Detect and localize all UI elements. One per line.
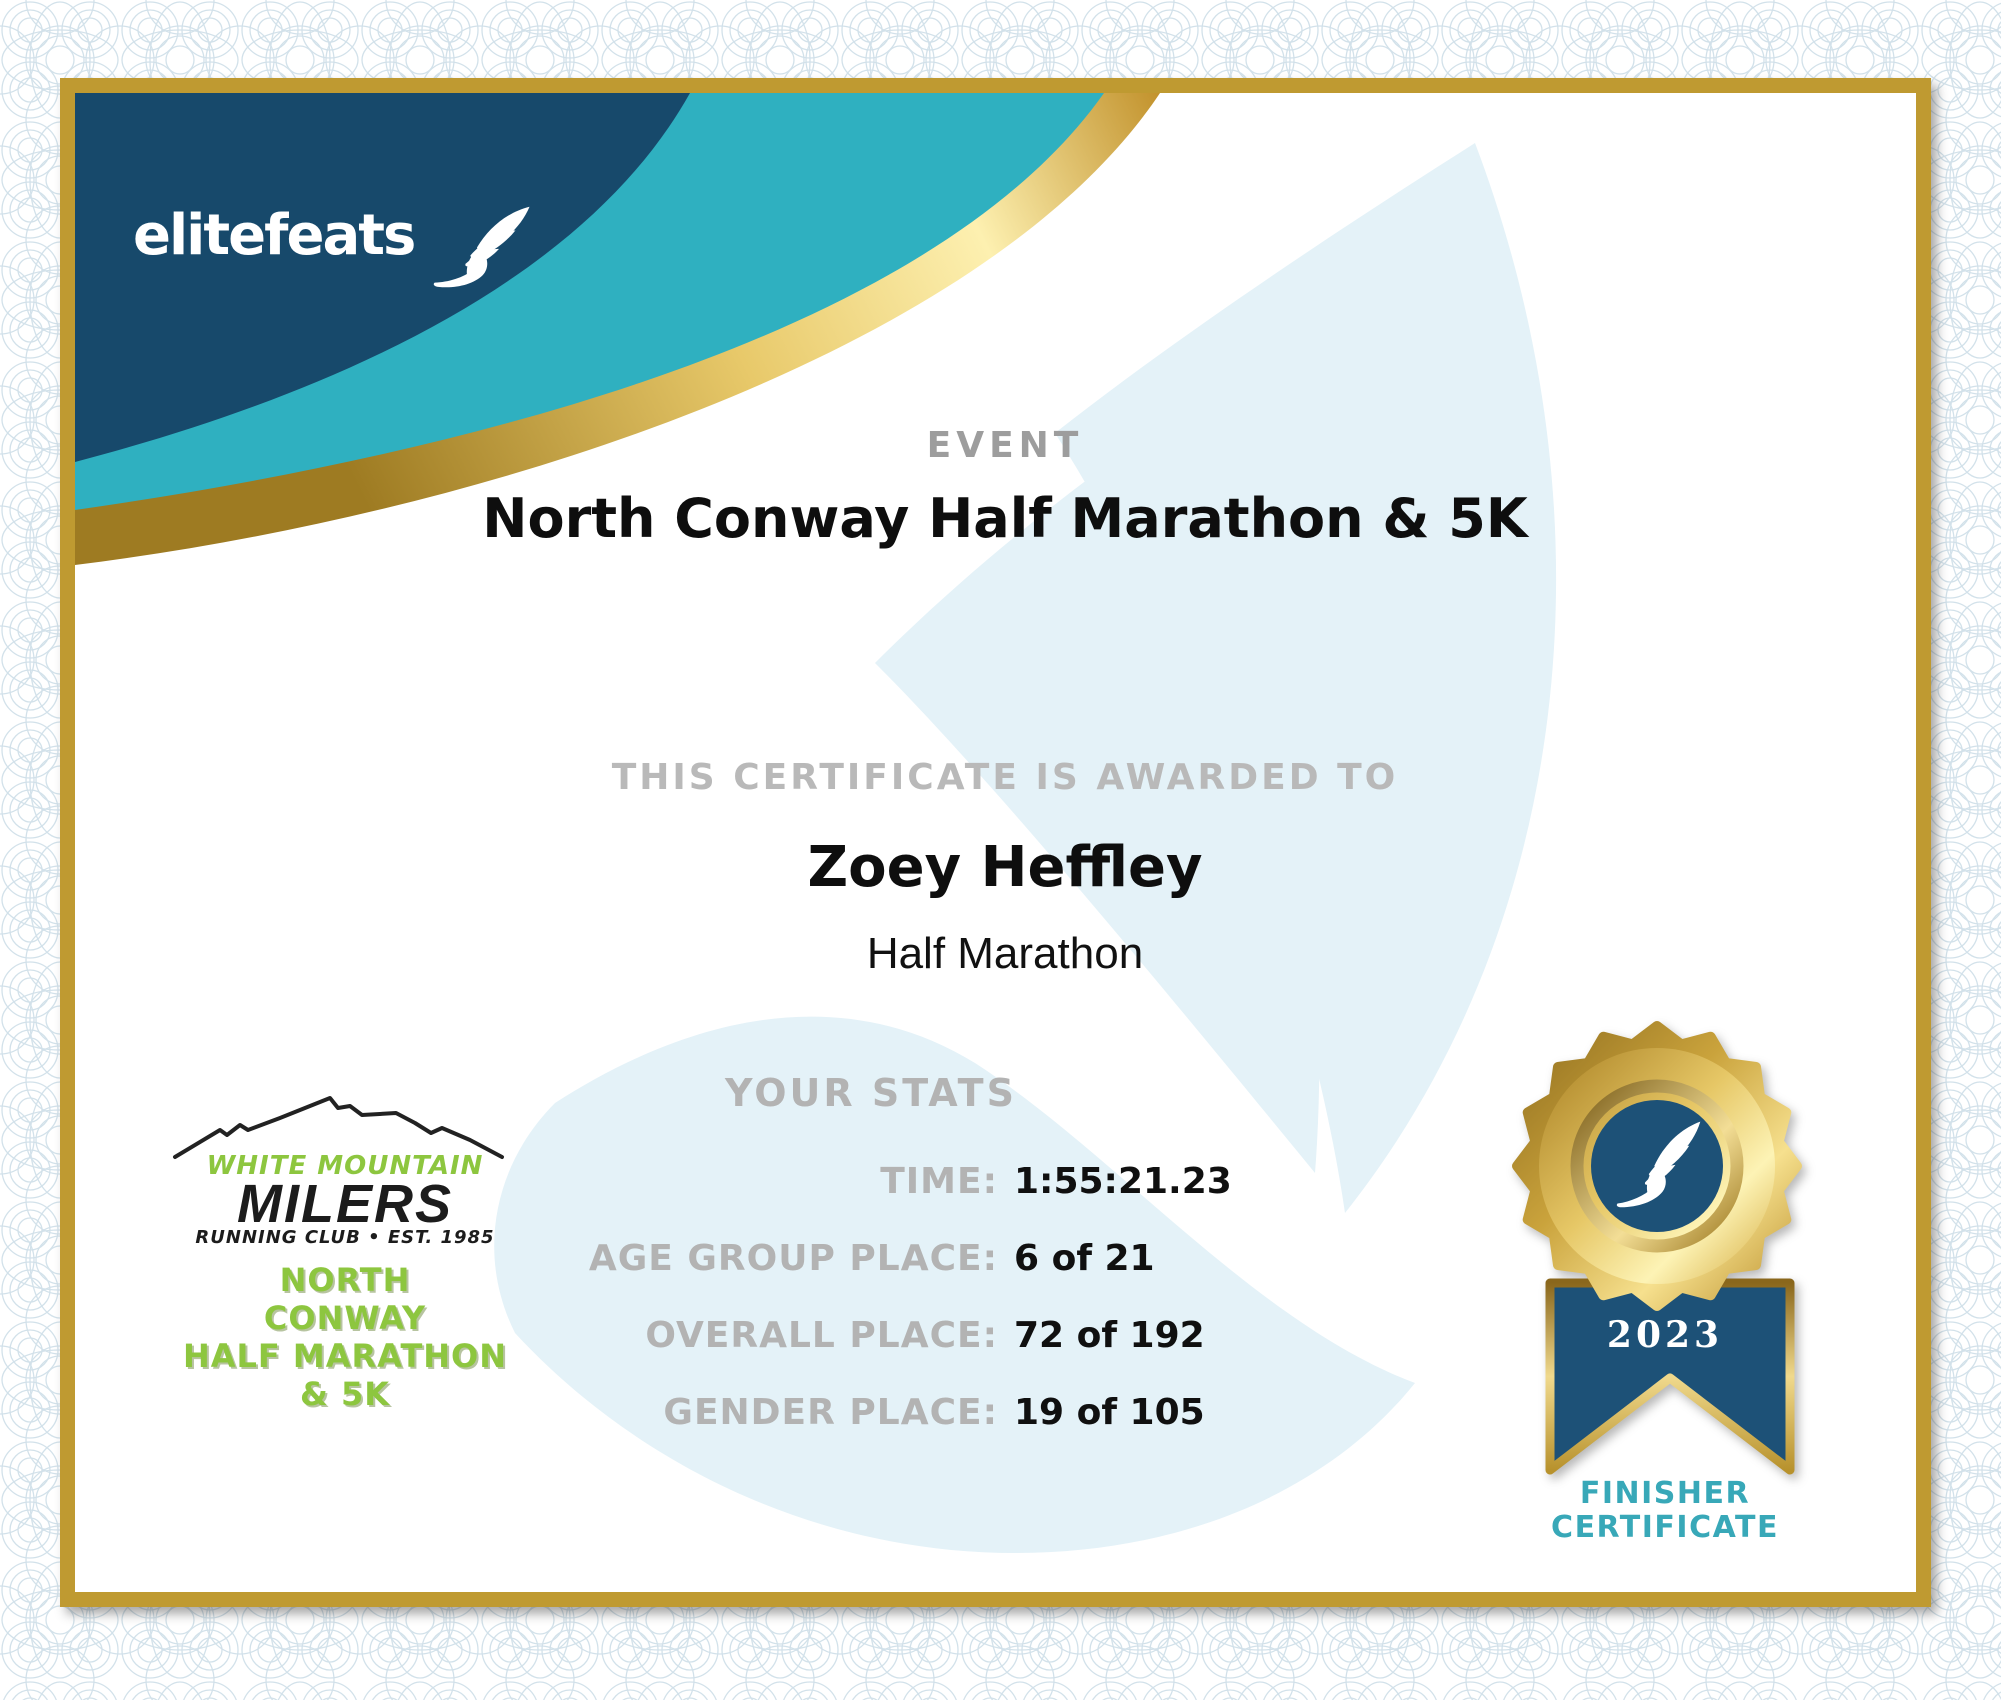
certificate-body [75, 93, 1916, 1592]
club-subtitle: RUNNING CLUB • EST. 1985 [195, 1227, 495, 1248]
club-logo [160, 1093, 530, 1573]
finisher-label-line1: FINISHER [1579, 1476, 1751, 1511]
division-name: Half Marathon [866, 929, 1144, 978]
finisher-label [1475, 1477, 1855, 1545]
brand-logo [133, 171, 553, 361]
club-event-line: CONWAY [263, 1299, 427, 1337]
club-name: MILERS [236, 1174, 453, 1234]
stat-label: GENDER PLACE: [663, 1392, 998, 1433]
stat-value: 19 of 105 [1014, 1392, 1205, 1433]
event-label: EVENT [926, 425, 1084, 466]
award-intro: THIS CERTIFICATE IS AWARDED TO [611, 757, 1399, 798]
stat-label: OVERALL PLACE: [645, 1315, 998, 1356]
club-event-line: & 5K [299, 1375, 391, 1413]
club-event-title [160, 1261, 530, 1413]
winged-foot-icon [425, 166, 536, 325]
badge-year: 2023 [1606, 1314, 1724, 1356]
stat-value: 6 of 21 [1014, 1238, 1155, 1279]
badge-ribbon [1550, 1283, 1790, 1470]
stats-heading: YOUR STATS [725, 1071, 1017, 1115]
event-title: North Conway Half Marathon & 5K [482, 487, 1528, 550]
gold-frame [60, 78, 1931, 1607]
club-event-line: HALF MARATHON [182, 1337, 508, 1375]
stat-label: AGE GROUP PLACE: [588, 1238, 998, 1279]
finisher-badge [1475, 953, 1855, 1483]
stat-value: 1:55:21.23 [1014, 1161, 1232, 1202]
brand-wordmark: elitefeats [133, 203, 415, 268]
stat-label: TIME: [880, 1161, 998, 1202]
finisher-label-line2: CERTIFICATE [1551, 1510, 1779, 1545]
club-event-line: NORTH [279, 1261, 411, 1299]
recipient-name: Zoey Heffley [807, 835, 1203, 900]
stat-value: 72 of 192 [1014, 1315, 1205, 1356]
club-top-line: WHITE MOUNTAIN [206, 1151, 484, 1181]
